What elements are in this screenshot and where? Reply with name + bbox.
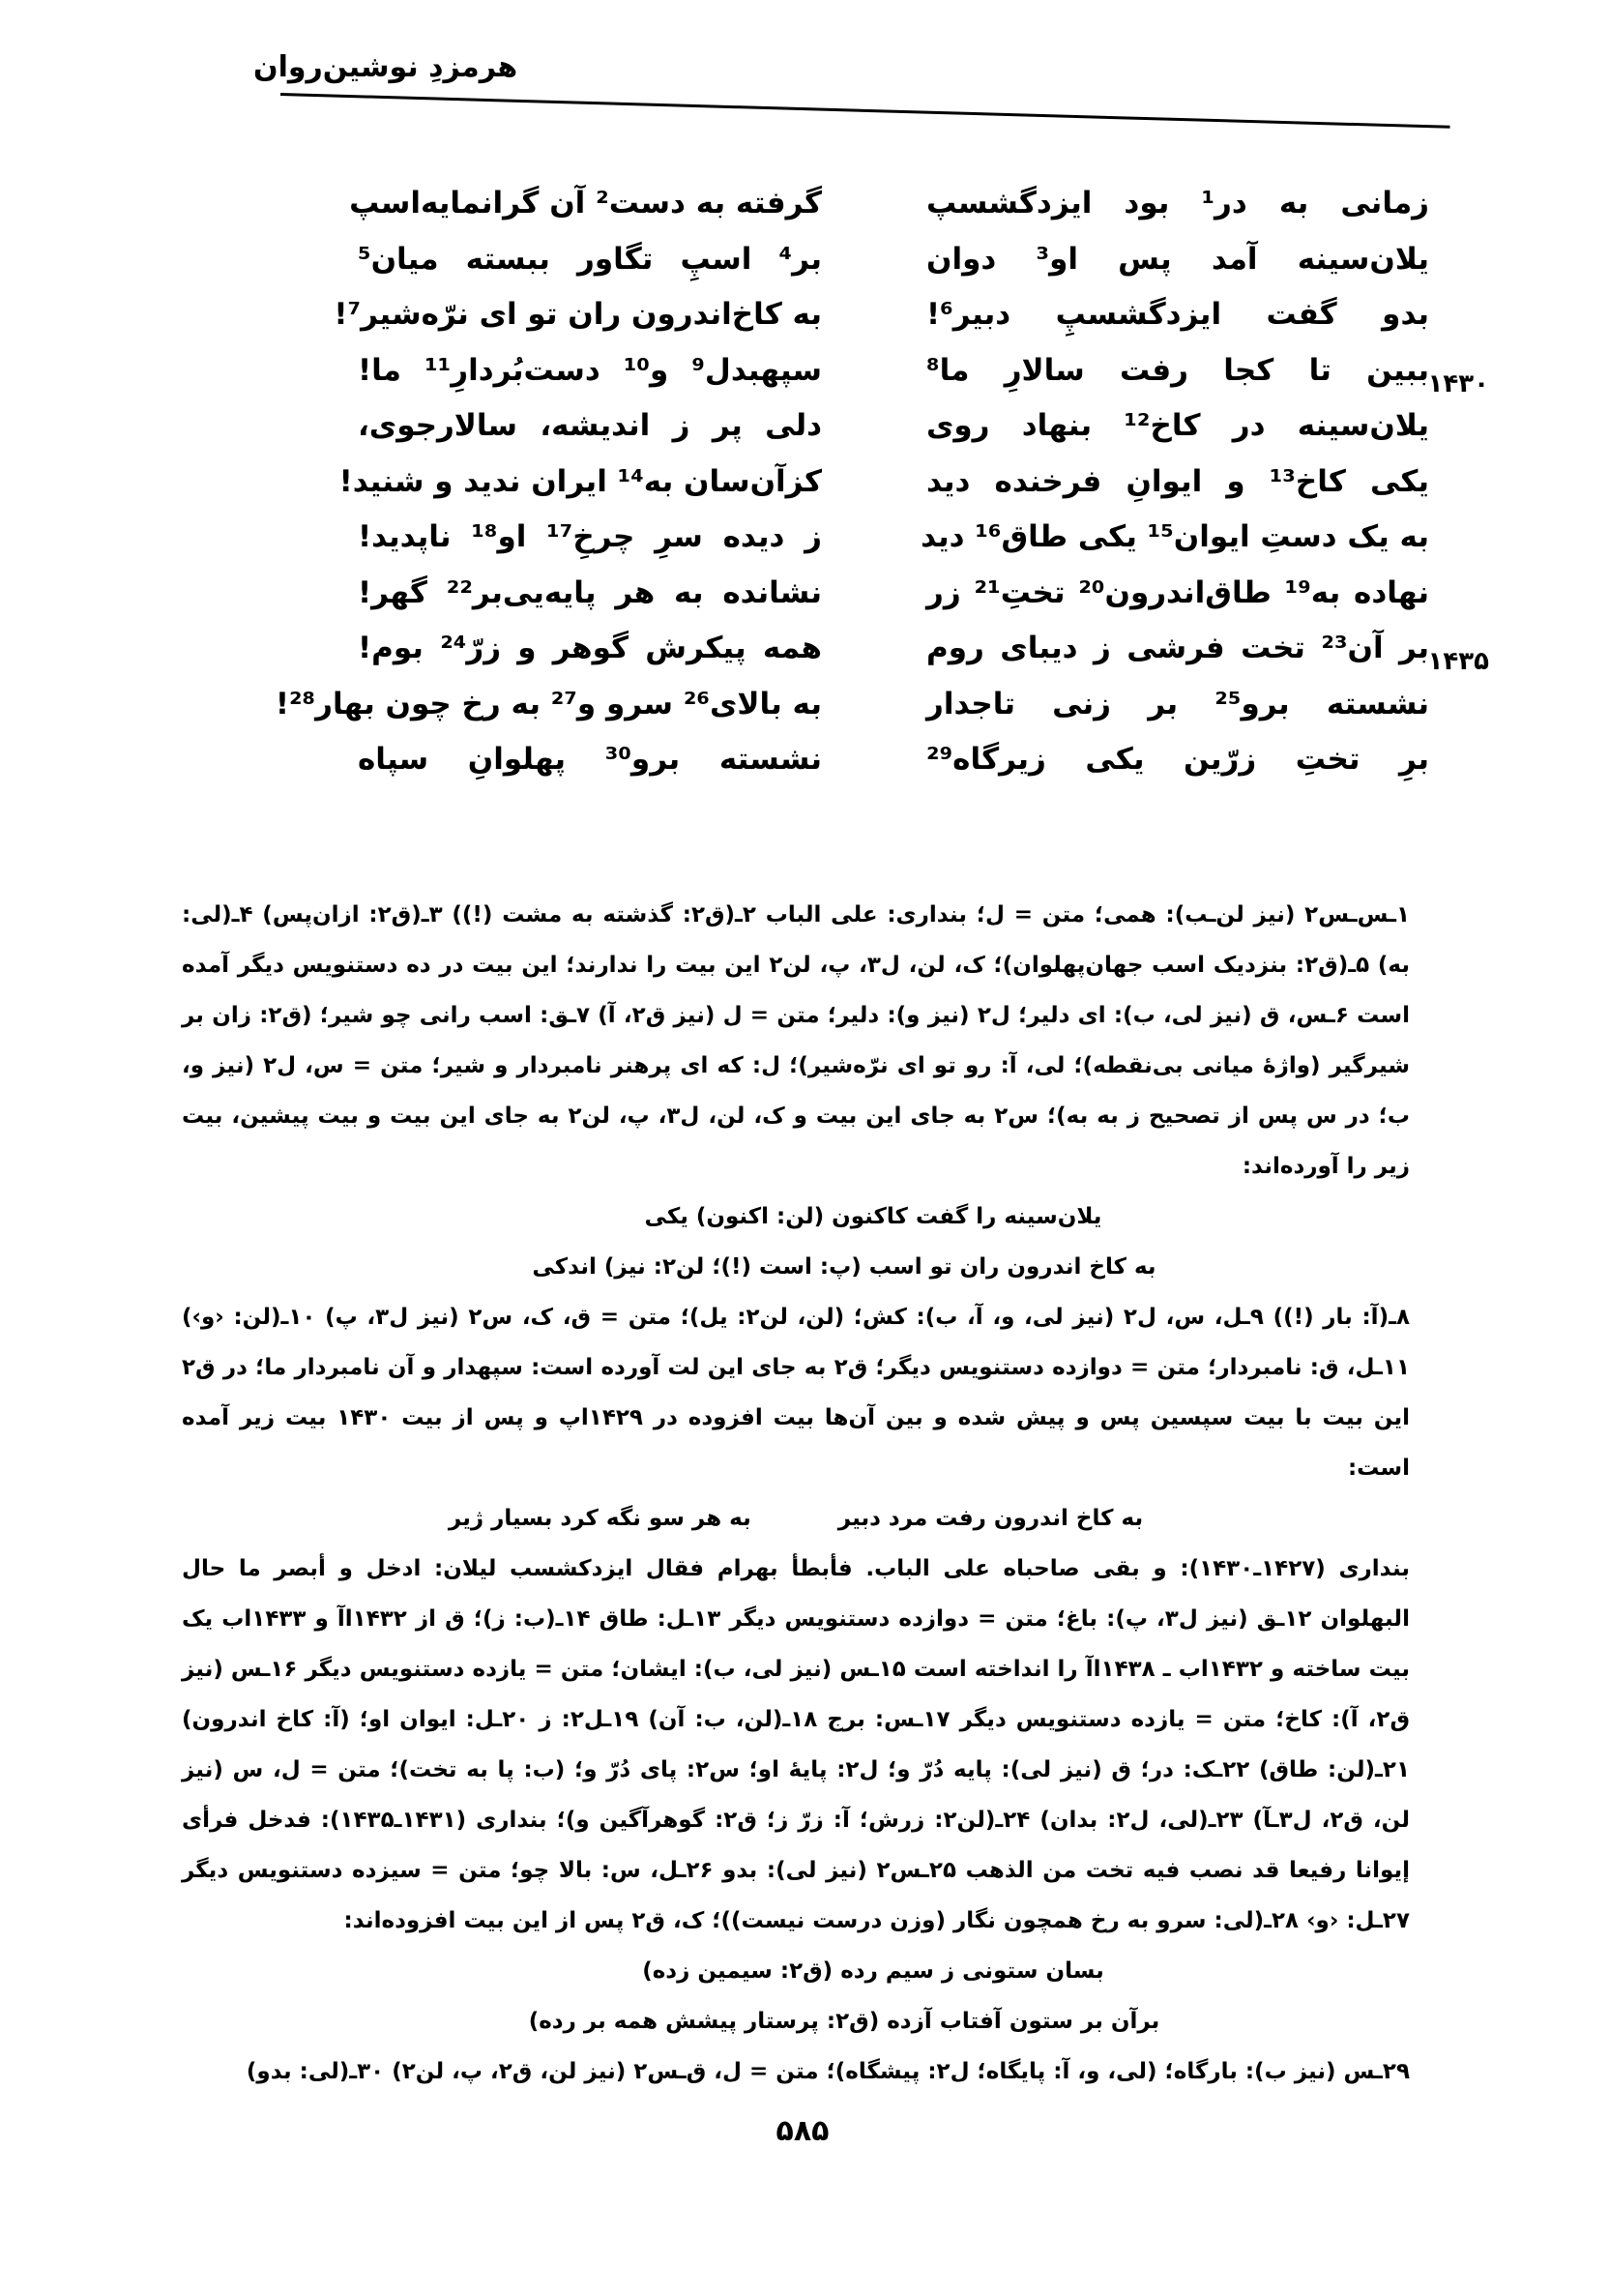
verse-line: گرفته به دست² آن گرانمایه‌اسپ [349,186,822,221]
verse-line: به کاخ‌اندرون ران تو ای نرّه‌شیر⁷! [334,297,822,332]
verse-line: به بالای²⁶ سرو و²⁷ به رخ چون بهار²⁸! [275,686,822,721]
verse-line: برِ تختِ زرّین یکی زیرگاه²⁹ [926,742,1429,777]
footnote-verse-pair [182,1493,1410,1544]
verse-line: نشسته برو²⁵ بر زنی تاجدار [926,686,1430,721]
verse-line: یکی کاخ¹³ و ایوانِ فرخنده دید [926,463,1429,499]
verse-line: سپهبدل⁹ و¹⁰ دست‌بُردارِ¹¹ ما! [358,352,822,388]
footnote-paragraph: ۱ـس‌ـس۲ (نیز لن‌ـب): همی؛ متن = ل؛ بنداری: علی الباب ۲ـ(ق۲: گذشته به مشت (!)) ۳ـ(ق۲: ازان‌پس) ۴ـ(لی: به) ۵ـ(ق۲: بنزدیک اسب جهان‌پهلوان)؛ ک، لن، ل۳، پ، لن۲ این بیت را ندارند؛ این بیت در ده دستنویس دیگر آمده است ۶ـس، ق (نیز لی، ب): ای دلیر؛ ل۲ (نیز و): دلیر؛ متن = ل (نیز ق۲، آ) ۷ـق: اسب رانی چو شیر؛ (ق۲: زان بر شیرگیر (واژهٔ میانی بی‌نقطه)؛ لی، آ: رو تو ای نرّه‌شیر)؛ ل: که ای پرهنر نامبردار و شیر؛ متن = س، ل۲ (نیز و، ب؛ در س پس از تصحیح ز به به)؛ س۲ به جای این بیت و ک، لن، ل۳، پ، لن۲ به جای این بیت و بیت پیشین، بیت زیر را آورده‌اند: [182,902,1411,1179]
verse-line: نشسته برو³⁰ پهلوانِ سپاه [358,742,822,777]
verse-column-right [921,176,1489,788]
verse-line: همه پیکرش گوهر و زرّ²⁴ بوم! [358,631,822,665]
footnote-paragraph: ۲۹ـس (نیز ب): بارگاه؛ (لی، و، آ: پایگاه؛ ل۲: پیشگاه)؛ متن = ل، ق‌ـس۲ (نیز لن، ق۲، پ، لن۲) ۳۰ـ(لی: بدو) [246,2059,1410,2084]
footnote-verse: به کاخ اندرون ران تو اسب (پ: است (!)؛ لن۲: نیز) اندکی [532,1254,1156,1280]
hemistich-left: به هر سو نگه کرد بسیار ژیر [448,1506,751,1531]
footnote-verse: بسان ستونی ز سیم رده (ق۲: سیمین زده) [642,1958,1104,1984]
verse-line: بر آن²³ تخت فرشی ز دیبای روم ۱۴۳۵ [926,621,1429,677]
verse-line: کزآن‌سان به¹⁴ ایران ندید و شنید! [338,463,822,499]
verse-number: ۱۴۳۵ [1427,647,1489,676]
verse-line: ز دیده سرِ چرخِ¹⁷ او¹⁸ ناپدید! [358,519,823,554]
verse-line: نهاده به¹⁹ طاق‌اندرون²⁰ تختِ²¹ زر [926,574,1430,610]
verse-line: دلی پر ز اندیشه، سالارجوی، [358,408,822,443]
verse-line: ببین تا کجا رفت سالارِ ما⁸ ۱۴۳۰ [926,343,1429,399]
verse-column-left [275,176,823,788]
footnote-paragraph: ۸ـ(آ: بار (!)) ۹ـل، س، ل۲ (نیز لی، و، آ، ب): کش؛ (لن، لن۲: یل)؛ متن = ق، ک، س۲ (نیز ل۳، پ) ۱۰ـ(لن: ‹و›) ۱۱ـل، ق: نامبردار؛ متن = دوازده دستنویس دیگر؛ ق۲ به جای این لت آورده است: سپهدار و آن نامبردار ما؛ در ق۲ این بیت با بیت سپسین پس و پیش شده و بین آن‌ها بیت افزوده در ۱۴۲۹اپ و پس از بیت ۱۴۳۰ بیت زیر آمده است: [182,1305,1410,1481]
verse-line: یلان‌سینه در کاخ¹² بنهاد روی [926,408,1429,443]
verse-line: به یک دستِ ایوان¹⁵ یکی طاق¹⁶ دید [921,519,1429,554]
verse-number: ۱۴۳۰ [1427,368,1489,398]
footnote-verse: برآن بر ستون آفتاب آزده (ق۲: پرستار پیشش همه بر رده) [528,2009,1160,2034]
footnote-verse: یلان‌سینه را گفت کاکنون (لن: اکنون) یکی [644,1204,1102,1229]
page-number: ۵۸۵ [775,2114,830,2148]
footnote-paragraph: بنداری (۱۴۲۷ـ۱۴۳۰): و بقی صاحباه علی الباب. فأبطأ بهرام فقال ایزدکشسب لیلان: ادخل و أبصر ما حال البهلوان ۱۲ـق (نیز ل۳، پ): باغ؛ متن = دوازده دستنویس دیگر ۱۳ـل: طاق ۱۴ـ(ب: ز)؛ ق از ۱۴۳۲اآ و ۱۴۳۳اب یک بیت ساخته و ۱۴۳۲اب ـ ۱۴۳۸اآ را انداخته است ۱۵ـس (نیز لی، ب): ایشان؛ متن = یازده دستنویس دیگر ۱۶ـس (نیز ق۲، آ): کاخ؛ متن = یازده دستنویس دیگر ۱۷ـس: برج ۱۸ـ(لن، ب: آن) ۱۹ـل۲: ز ۲۰ـل: ایوان او؛ (آ: کاخ اندرون) ۲۱ـ(لن: طاق) ۲۲ـک: در؛ ق (نیز لی): پایه دُرّ و؛ ل۲: پایهٔ او؛ س۲: پای دُرّ و؛ (ب: پا به تخت)؛ متن = ل، س (نیز لن، ق۲، ل۳ـآ) ۲۳ـ(لی، ل۲: بدان) ۲۴ـ(لن۲: زرش؛ آ: زرّ ز؛ ق۲: گوهرآگین و)؛ بنداری (۱۴۳۱ـ۱۴۳۵): فدخل فرأی إیوانا رفیعا قد نصب فیه تخت من الذهب ۲۵ـس۲ (نیز لی): بدو ۲۶ـل، س: بالا چو؛ متن = سیزده دستنویس دیگر ۲۷ـل: ‹و› ۲۸ـ(لی: سرو به رخ همچون نگار (وزن درست نیست))؛ ک، ق۲ پس از این بیت افزوده‌اند: [182,1556,1411,1933]
running-title: هرمزدِ نوشین‌روان [253,50,518,84]
verse-line: یلان‌سینه آمد پس او³ دوان [926,241,1429,277]
header-rule [280,93,1450,129]
hemistich-right: به کاخ اندرون رفت مرد دبیر [837,1506,1144,1531]
verse-line: بر⁴ اسپِ تگاور ببسته میان⁵ [358,241,822,277]
verse-line: بدو گفت ایزدگشسپِ دبیر⁶! [926,297,1429,332]
verse-line: نشانده به هر پایه‌یی‌بر²² گهر! [358,574,822,610]
footnotes [182,890,1410,2097]
verse-line: زمانی به در¹ بود ایزدگشسپ [926,186,1430,221]
